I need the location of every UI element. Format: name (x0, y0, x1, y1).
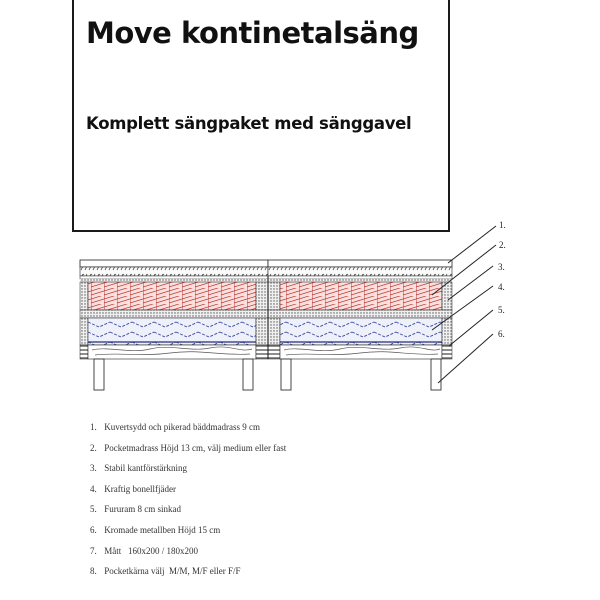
legend-item: 5. Fururam 8 cm sinkad (90, 504, 181, 515)
legs (94, 359, 441, 390)
bed-half-right (268, 260, 452, 359)
leg (431, 359, 441, 390)
legend-item: 1. Kuvertsydd och pikerad bäddmadrass 9 cm (90, 422, 260, 432)
legend-item: 3. Stabil kantförstärkning (90, 463, 187, 474)
leg (94, 359, 104, 390)
legend-item: 4. Kraftig bonellfjäder (90, 483, 176, 494)
callout-numbers (498, 220, 506, 339)
legend-item: 7. Mått 160x200 / 180x200 (90, 545, 198, 556)
callout-1: 1. (499, 220, 506, 230)
callout-4: 4. (498, 282, 505, 292)
leg (281, 359, 291, 390)
legend-item: 8. Pocketkärna välj M/M, M/F eller F/F (90, 566, 241, 577)
callout-2: 2. (499, 240, 506, 250)
legend-item: 6. Kromade metallben Höjd 15 cm (90, 524, 221, 535)
callout-3: 3. (498, 262, 505, 272)
bed-half-left (80, 260, 268, 359)
page-title: Move kontinetalsäng (86, 16, 419, 50)
leg (243, 359, 253, 390)
legend-list (90, 420, 286, 585)
callout-5: 5. (498, 305, 505, 315)
callout-6: 6. (498, 329, 505, 339)
legend-item: 2. Pocketmadrass Höjd 13 cm, välj medium eller fast (90, 442, 287, 453)
page-subtitle: Komplett sängpaket med sänggavel (86, 114, 412, 133)
